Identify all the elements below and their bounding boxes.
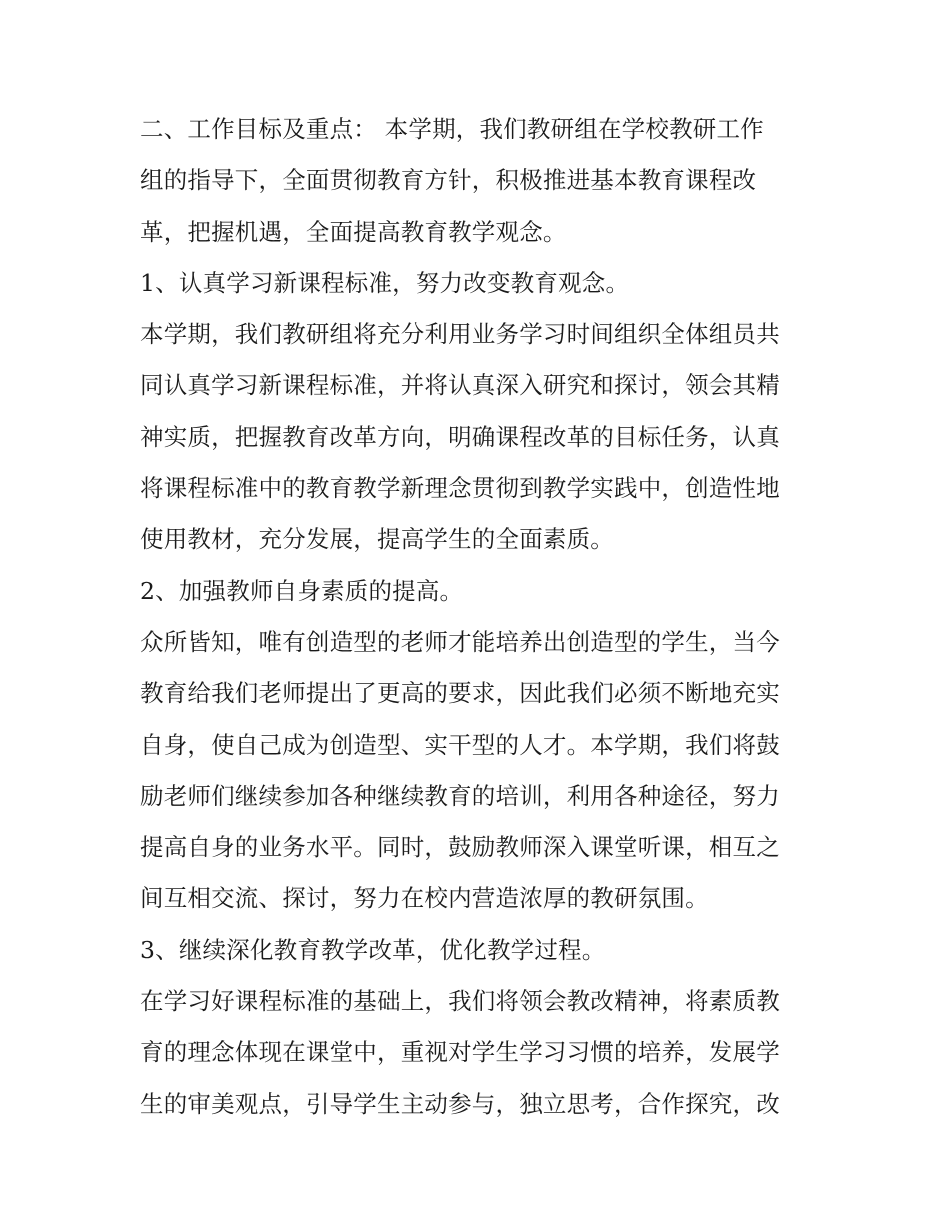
text-line-15: 提高自身的业务水平。同时，鼓励教师深入课堂听课，相互之 [140,833,780,862]
text-line-8: 将课程标准中的教育教学新理念贯彻到教学实践中，创造性地 [140,474,780,503]
text-line-14: 励老师们继续参加各种继续教育的培训，利用各种途径，努力 [140,781,780,810]
section-heading-1: 1、认真学习新课程标准，努力改变教育观念。 [140,268,630,297]
text-line-12: 教育给我们老师提出了更高的要求，因此我们必须不断地充实 [140,679,780,708]
text-line-13: 自身，使自己成为创造型、实干型的人才。本学期，我们将鼓 [140,730,780,759]
text-line-16: 间互相交流、探讨，努力在校内营造浓厚的教研氛围。 [140,884,709,913]
text-line-7: 神实质，把握教育改革方向，明确课程改革的目标任务，认真 [140,422,780,451]
section-heading-3: 3、继续深化教育教学改革，优化教学过程。 [140,935,606,964]
text-line-20: 生的审美观点，引导学生主动参与，独立思考，合作探究，改 [140,1089,780,1118]
text-line-3: 革，把握机遇，全面提高教育教学观念。 [140,217,567,246]
text-line-1: 二、工作目标及重点： 本学期，我们教研组在学校教研工作 [140,115,764,143]
section-heading-2: 2、加强教师自身素质的提高。 [140,576,464,605]
text-line-11: 众所皆知，唯有创造型的老师才能培养出创造型的学生，当今 [140,627,780,656]
text-line-5: 本学期，我们教研组将充分利用业务学习时间组织全体组员共 [140,320,780,349]
text-line-6: 同认真学习新课程标准，并将认真深入研究和探讨，领会其精 [140,371,780,400]
text-line-18: 在学习好课程标准的基础上，我们将领会教改精神，将素质教 [140,987,780,1016]
text-line-19: 育的理念体现在课堂中，重视对学生学习习惯的培养，发展学 [140,1038,780,1067]
document-body [140,104,820,1130]
text-line-9: 使用教材，充分发展，提高学生的全面素质。 [140,525,614,554]
text-line-2: 组的指导下，全面贯彻教育方针，积极推进基本教育课程改 [140,166,757,195]
